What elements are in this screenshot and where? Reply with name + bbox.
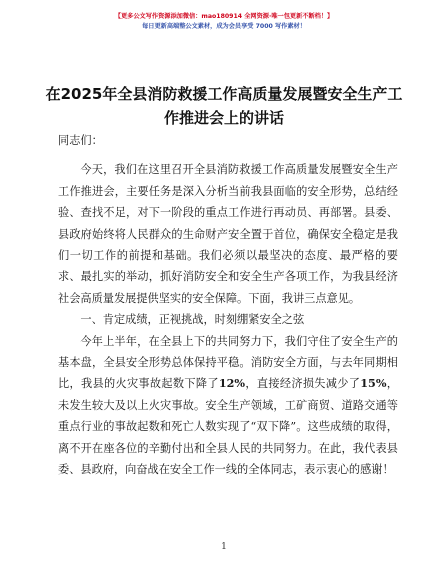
promo-banner	[0, 12, 448, 32]
document-title: 在2025年全县消防救援工作高质量发展暨安全生产工作推进会上的讲话	[45, 85, 403, 127]
section-text-3: ，未发生较大及以上火灾事故。安全生产领域，工矿商贸、道路交通等重点行业的事故起数和死亡人数实现了“双下降”。这些成绩的取得，离不开在座各位的辛勤付出和全县人民的共同努力。在此，我代表县委、县政府，向奋战在安全工作一线的全体同志，表示衷心的感谢！	[58, 377, 398, 477]
greeting: 同志们：	[58, 134, 103, 147]
fire-accident-decrease: 12%	[218, 376, 246, 391]
section-heading: 一、肯定成绩，正视挑战，时刻绷紧安全之弦	[80, 313, 305, 327]
banner-line-2: 每日更新高端整公文素材，成为会员享受 7000 写作素材！	[142, 23, 306, 30]
section-text-1: 今年上半年，在全县上下的共同努力下，我们守住了安全生产的基本盘，全县安全形势总体保持平稳。消防安全方面，与去年同期相比，我县的火灾事故起数下降了	[58, 334, 398, 391]
section-paragraph	[58, 331, 398, 481]
economic-loss-decrease: 15%	[360, 376, 387, 391]
document-body	[58, 130, 398, 481]
section-text-2: ，直接经济损失减少了	[245, 377, 361, 391]
intro-paragraph: 今天，我们在这里召开全县消防救援工作高质量发展暨安全生产工作推进会，主要任务是深入分析当前我县面临的安全形势，总结经验、查找不足，对下一阶段的重点工作进行再动员、再部署。县委、县政府始终将人民群众的生命财产安全置于首位，确保安全稳定是我们一切工作的前提和基础。我们必须以最坚决的态度、最严格的要求、最扎实的举动，抓好消防安全和安全生产各项工作，为我县经济社会高质量发展提供坚实的安全保障。下面，我讲三点意见。	[58, 163, 398, 305]
page-number: 1	[221, 542, 227, 552]
banner-line-1: 【更多公文写作资源添加微信：mao180914 全网资源·唯一包更新不断档！】	[114, 13, 334, 20]
